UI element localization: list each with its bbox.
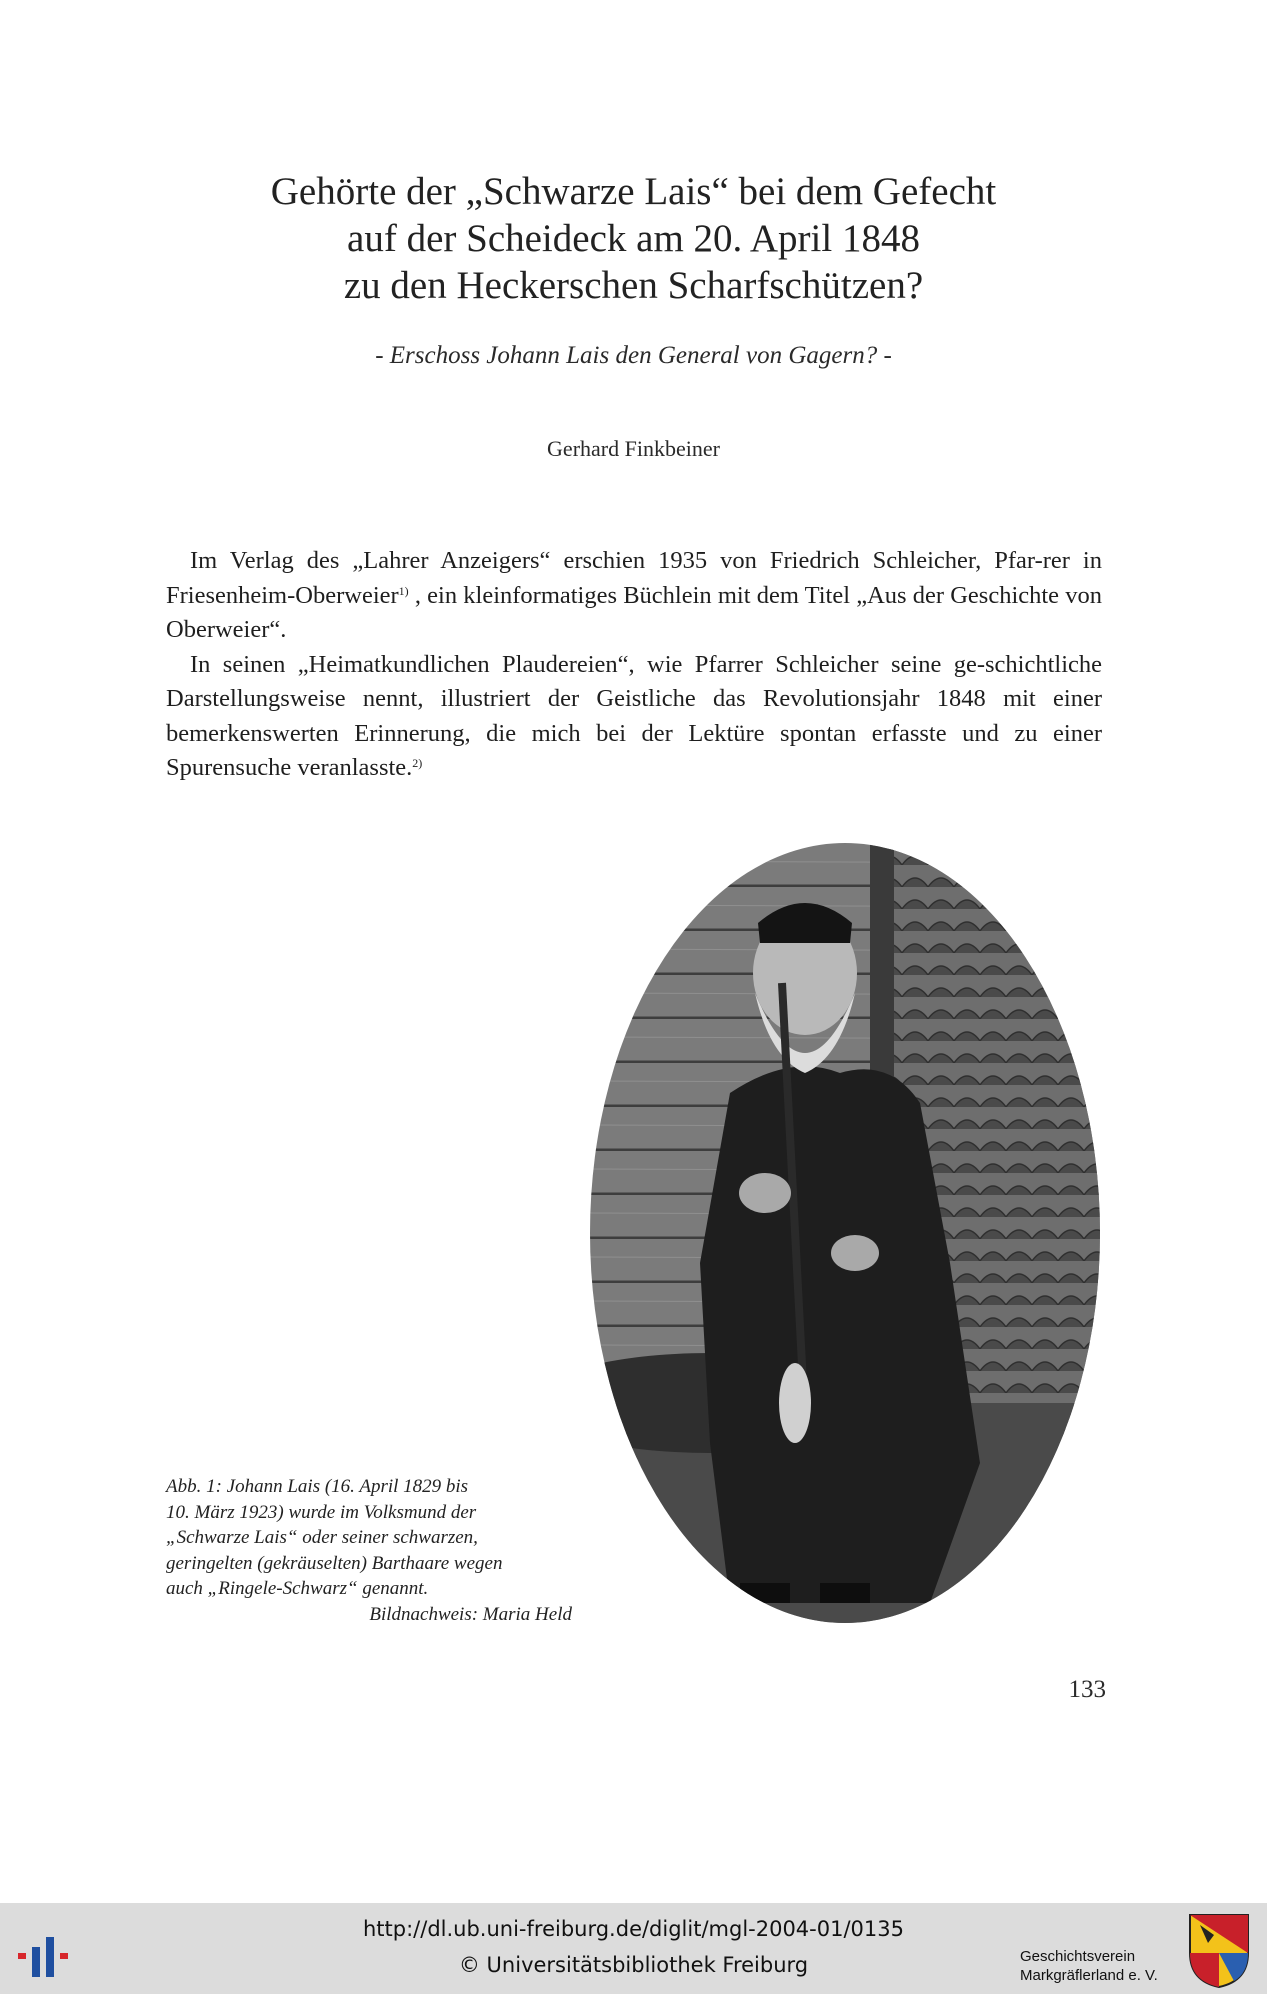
page-number: 133 xyxy=(1068,1676,1106,1703)
title-line: zu den Heckerschen Scharfschützen? xyxy=(343,264,924,307)
article-title xyxy=(150,168,1117,309)
paragraph-1 xyxy=(166,544,1102,648)
photo-credit: Bildnachweis: Maria Held xyxy=(369,1603,572,1625)
title-line: Gehörte der „Schwarze Lais“ bei dem Gefecht xyxy=(270,170,997,213)
caption-line: Abb. 1: Johann Lais (16. April 1829 bis xyxy=(166,1476,469,1497)
figure-caption xyxy=(166,1474,606,1627)
society-name xyxy=(1020,1947,1158,1985)
copyright-text: © Universitätsbibliothek Freiburg xyxy=(458,1953,809,1977)
footnote-ref-2[interactable]: 2) xyxy=(412,756,423,770)
article-subtitle: - Erschoss Johann Lais den General von Gagern? - xyxy=(375,342,892,369)
caption-line: 10. März 1923) wurde im Volksmund der xyxy=(166,1501,477,1523)
caption-line: „Schwarze Lais“ oder seiner schwarzen, xyxy=(166,1527,478,1548)
paragraph-text: , ein kleinformatiges Büchlein mit dem Titel „Aus der Geschichte von Oberweier“. xyxy=(166,581,1102,643)
paragraph-text: Im Verlag des „Lahrer Anzeigers“ erschien 1935 von Friedrich Schleicher, Pfar-rer in Friesenheim-Oberweier xyxy=(166,547,1102,609)
society-line: Geschichtsverein xyxy=(1020,1948,1136,1965)
portrait-photo xyxy=(590,843,1100,1623)
caption-line: geringelten (gekräuselten) Barthaare wegen xyxy=(166,1552,503,1574)
footnote-ref-1[interactable]: 1) xyxy=(398,583,409,598)
footer-bar xyxy=(0,1903,1267,1994)
society-line: Markgräflerland e. V. xyxy=(1020,1967,1158,1984)
paragraph-text: In seinen „Heimatkundlichen Plaudereien“, wie Pfarrer Schleicher seine ge-schichtliche Darstellungsweise nennt, illustriert der Geistliche das Revolutionsjahr 1848 mit einer bemerkenswerten Erinnerung, die mich bei der Lektüre spontan erfasste und zu einer Spurensuche veranlasste. xyxy=(166,650,1102,781)
title-line: auf der Scheideck am 20. April 1848 xyxy=(347,217,920,260)
article-body xyxy=(166,544,1102,786)
paragraph-2 xyxy=(166,648,1102,786)
society-crest-icon xyxy=(1188,1913,1250,1989)
caption-line: auch „Ringele-Schwarz“ genannt. xyxy=(166,1578,429,1599)
article-author: Gerhard Finkbeiner xyxy=(547,436,720,461)
document-url-link[interactable]: http://dl.ub.uni-freiburg.de/diglit/mgl-2004-01/0135 xyxy=(362,1917,904,1941)
